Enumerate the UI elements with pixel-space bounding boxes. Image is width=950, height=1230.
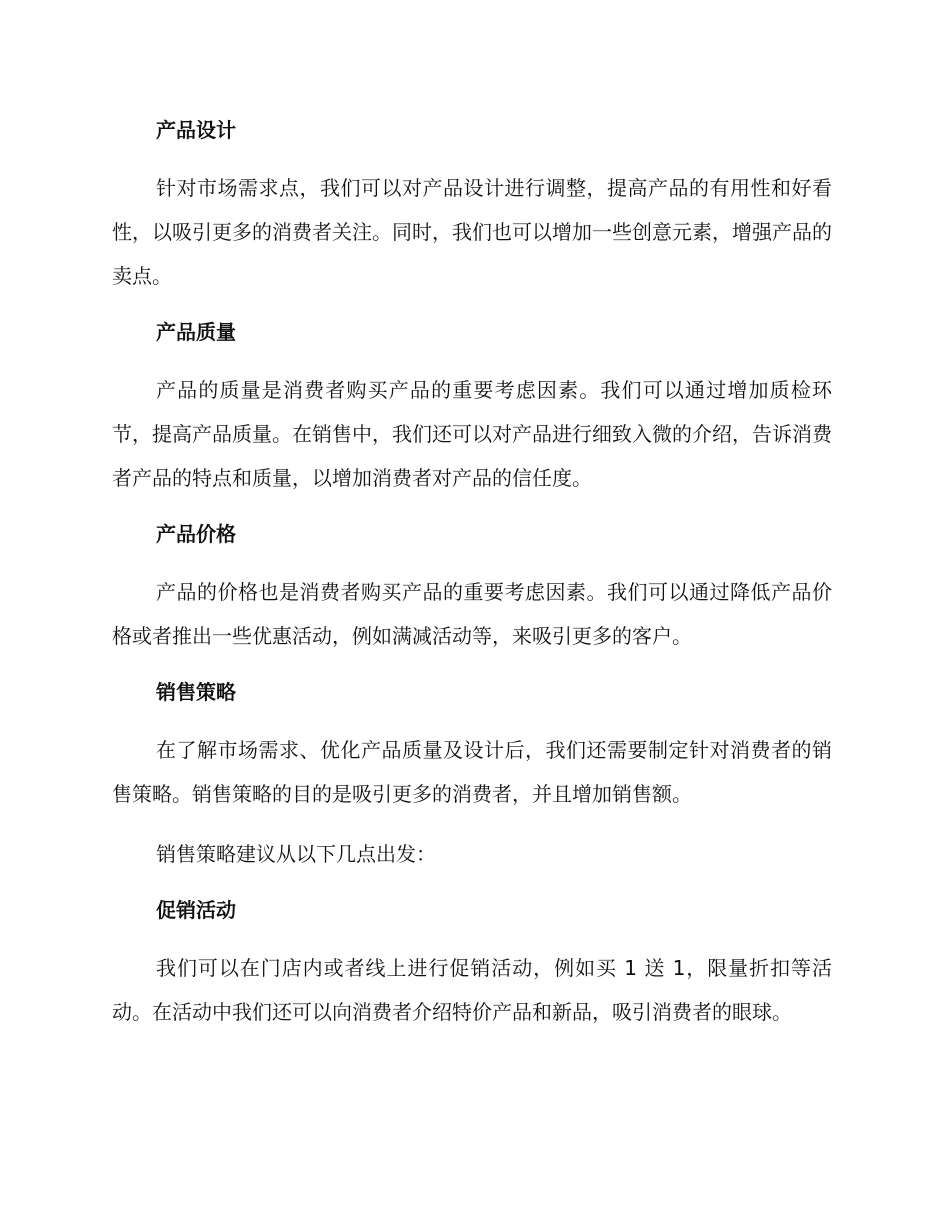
paragraph: 销售策略建议从以下几点出发： (156, 842, 436, 866)
paragraph: 在了解市场需求、优化产品质量及设计后，我们还需要制定针对消费者的销售策略。销售策略的目的是吸引更多的消费者，并且增加销售额。 (112, 738, 832, 806)
paragraph: 我们可以在门店内或者线上进行促销活动，例如买 1 送 1，限量折扣等活动。在活动中我们还可以向消费者介绍特价产品和新品，吸引消费者的眼球。 (112, 956, 832, 1024)
document-body (112, 112, 832, 1034)
section-heading-product-quality: 产品质量 (156, 320, 236, 344)
section-heading-product-design: 产品设计 (156, 118, 236, 142)
section-heading-promotions: 促销活动 (156, 898, 236, 922)
section-heading-product-price: 产品价格 (156, 522, 236, 546)
paragraph: 产品的价格也是消费者购买产品的重要考虑因素。我们可以通过降低产品价格或者推出一些优惠活动，例如满减活动等，来吸引更多的客户。 (112, 580, 832, 648)
paragraph: 产品的质量是消费者购买产品的重要考虑因素。我们可以通过增加质检环节，提高产品质量。在销售中，我们还可以对产品进行细致入微的介绍，告诉消费者产品的特点和质量，以增加消费者对产品的信任度。 (112, 378, 832, 490)
section-heading-sales-strategy: 销售策略 (156, 680, 236, 704)
paragraph: 针对市场需求点，我们可以对产品设计进行调整，提高产品的有用性和好看性，以吸引更多的消费者关注。同时，我们也可以增加一些创意元素，增强产品的卖点。 (112, 176, 832, 288)
